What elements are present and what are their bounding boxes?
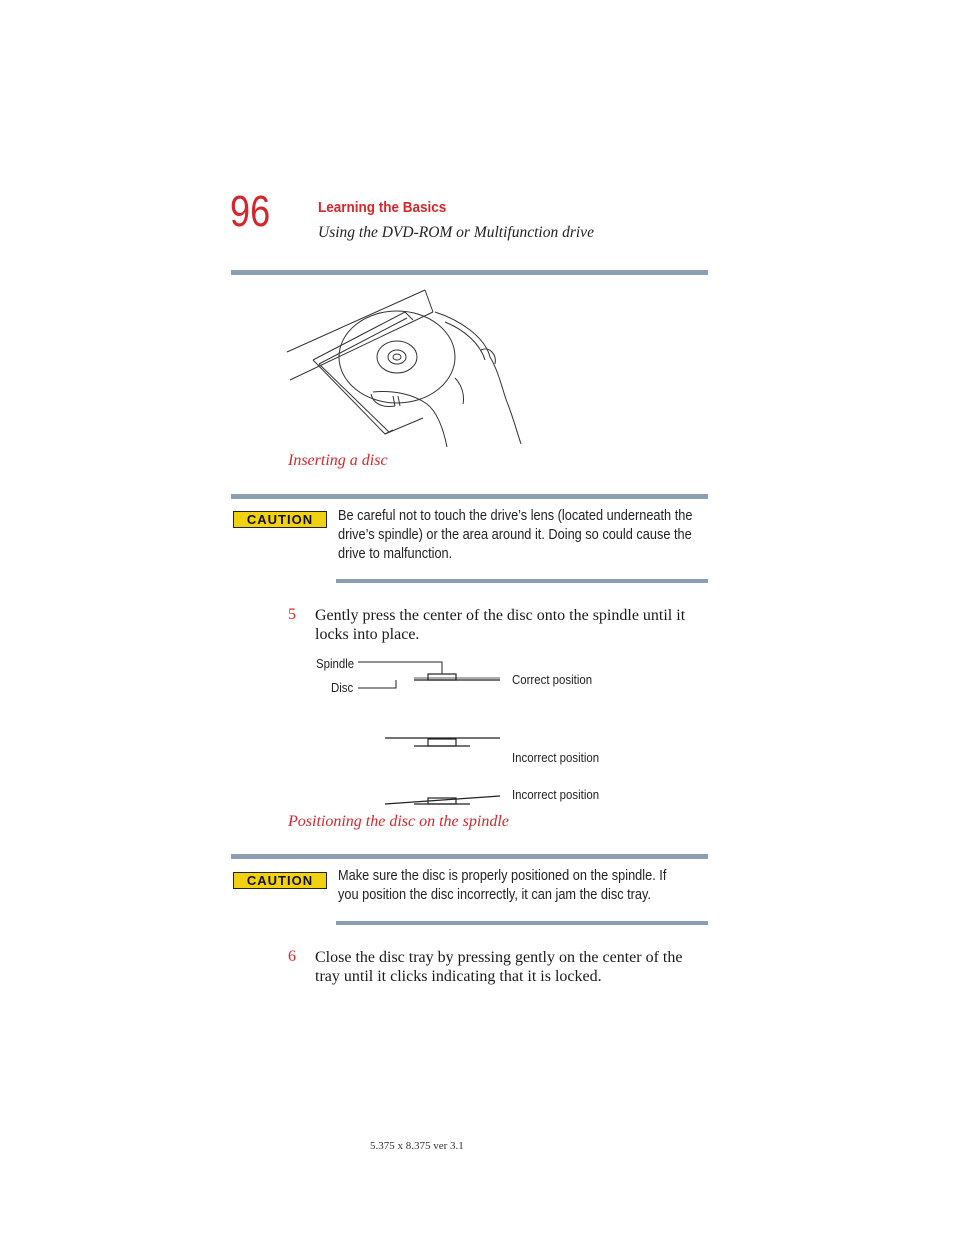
section-title: Using the DVD-ROM or Multifunction drive (318, 224, 594, 241)
disc-label: Disc (331, 680, 354, 695)
caution-line: Be careful not to touch the drive’s lens (located underneath the (338, 508, 693, 524)
caution-badge: CAUTION (233, 511, 327, 528)
caution-badge: CAUTION (233, 872, 327, 889)
header-rule (231, 270, 708, 275)
inserting-disc-illustration (285, 282, 535, 452)
caution-line: you position the disc incorrectly, it can jam the disc tray. (338, 887, 651, 903)
step-text (315, 948, 710, 986)
figure-caption-inserting-disc: Inserting a disc (288, 452, 388, 469)
incorrect-position-drawing (385, 796, 500, 804)
caution-line: drive’s spindle) or the area around it. Doing so could cause the (338, 527, 692, 543)
page-footer: 5.375 x 8.375 ver 3.1 (370, 1140, 464, 1152)
step-text (315, 606, 710, 644)
caution-top-rule (231, 494, 708, 499)
step-number: 5 (288, 606, 296, 623)
correct-position-label: Correct position (512, 672, 593, 687)
caution-bottom-rule (336, 921, 708, 925)
caution-top-rule (231, 854, 708, 859)
chapter-title: Learning the Basics (318, 199, 447, 216)
step-line: Gently press the center of the disc onto the spindle until it (315, 607, 686, 624)
incorrect-position-label: Incorrect position (512, 787, 600, 802)
spindle-label: Spindle (316, 656, 355, 671)
caution-line: Make sure the disc is properly positioned on the spindle. If (338, 868, 667, 884)
page-number: 96 (230, 187, 271, 236)
step-line: Close the disc tray by pressing gently on the center of the (315, 949, 683, 966)
caution-text (338, 507, 708, 564)
figure-caption-positioning-disc: Positioning the disc on the spindle (288, 813, 509, 830)
correct-position-drawing (358, 662, 500, 688)
disc-position-diagram (350, 650, 510, 810)
caution-bottom-rule (336, 579, 708, 583)
caution-text (338, 867, 708, 905)
step-number: 6 (288, 948, 296, 965)
step-line: locks into place. (315, 626, 420, 643)
step-line: tray until it clicks indicating that it is locked. (315, 968, 602, 985)
incorrect-position-label: Incorrect position (512, 750, 600, 765)
caution-line: drive to malfunction. (338, 546, 453, 562)
incorrect-position-drawing (385, 738, 500, 746)
